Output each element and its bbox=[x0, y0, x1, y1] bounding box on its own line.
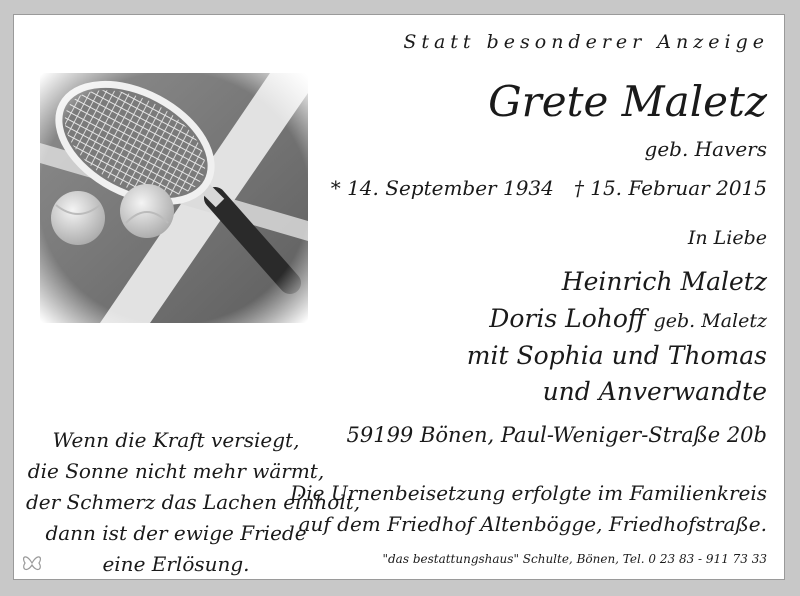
tennis-racket-photo bbox=[40, 73, 308, 323]
birth-date: * 14. September 1934 bbox=[330, 176, 554, 200]
burial-line-1: Die Urnenbeisetzung erfolgte im Familienkreis bbox=[290, 481, 767, 505]
deceased-name: Grete Maletz bbox=[488, 77, 767, 126]
death-date: † 15. Februar 2015 bbox=[573, 176, 767, 200]
life-dates bbox=[331, 178, 767, 198]
poem-line: dann ist der ewige Friede bbox=[45, 521, 307, 545]
header-text: Statt besonderer Anzeige bbox=[403, 31, 769, 53]
mourner-line-2 bbox=[489, 306, 767, 331]
mourner-name: Doris Lohoff bbox=[489, 304, 646, 333]
funeral-home-text: "das bestattungshaus" Schulte, Bönen, Tel. 0 23 83 - 911 73 33 bbox=[382, 552, 767, 566]
poem-line: die Sonne nicht mehr wärmt, bbox=[27, 459, 325, 483]
address-text: 59199 Bönen, Paul-Weniger-Straße 20b bbox=[346, 423, 767, 447]
mourner-line-1: Heinrich Maletz bbox=[561, 267, 767, 296]
in-love-text: In Liebe bbox=[687, 227, 767, 249]
obituary-card bbox=[13, 14, 785, 580]
poem-line: der Schmerz das Lachen einholt, bbox=[26, 490, 361, 514]
mourner-line-4: und Anverwandte bbox=[542, 377, 767, 406]
butterfly-icon bbox=[20, 551, 44, 575]
birth-name: geb. Havers bbox=[644, 137, 767, 161]
burial-line-2: auf dem Friedhof Altenbögge, Friedhofstraße. bbox=[298, 512, 767, 536]
poem bbox=[26, 425, 361, 580]
poem-line: Wenn die Kraft versiegt, bbox=[52, 428, 300, 452]
mourner-line-3: mit Sophia und Thomas bbox=[466, 341, 767, 370]
mourner-note: geb. Maletz bbox=[653, 310, 767, 332]
poem-line: eine Erlösung. bbox=[102, 552, 250, 576]
